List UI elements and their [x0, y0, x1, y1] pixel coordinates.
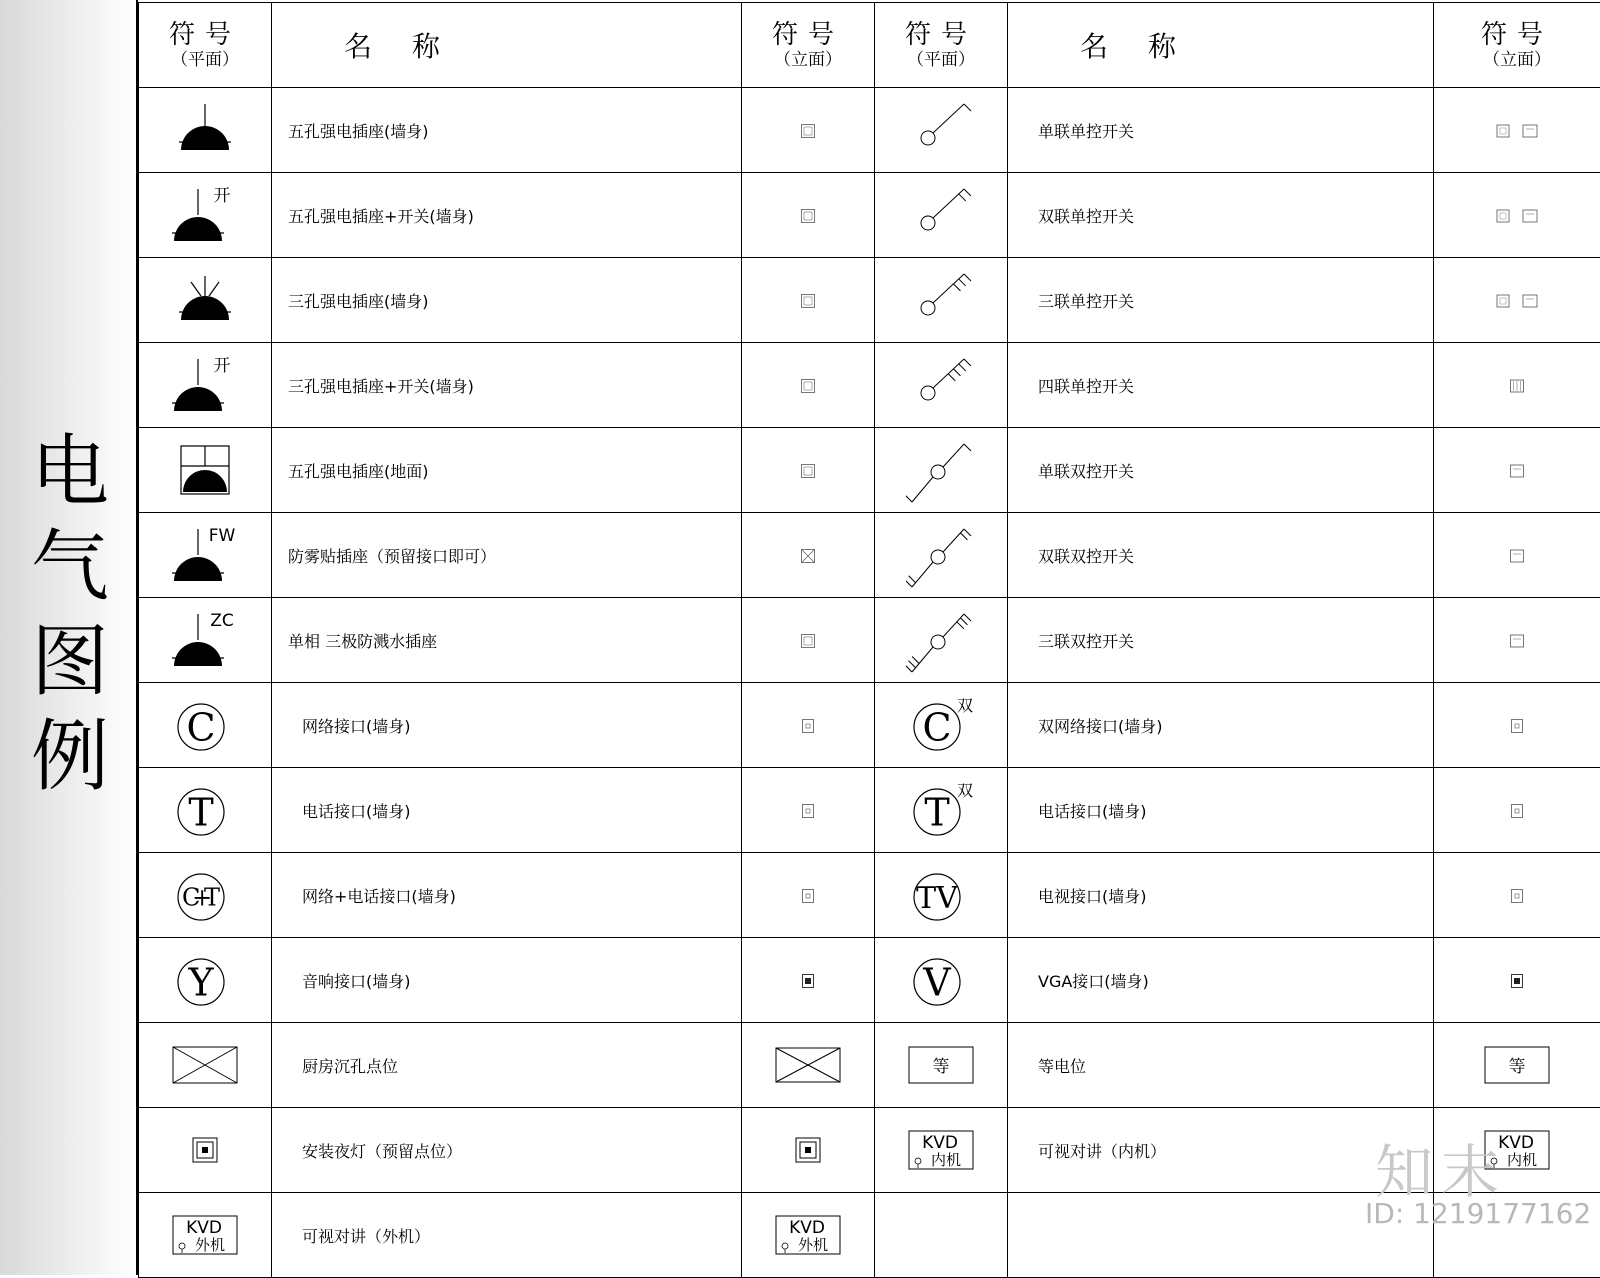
switch-single-icon — [906, 92, 976, 168]
svg-text:C: C — [922, 706, 951, 750]
item-name: 单联双控开关 — [1008, 428, 1434, 513]
port-elevation-icon — [1510, 718, 1524, 734]
plan-symbol — [875, 683, 1008, 768]
plan-tag: 开 — [214, 356, 231, 376]
crossed-box-small-icon — [800, 548, 816, 564]
svg-text:KVD: KVD — [186, 1218, 222, 1238]
legend-row — [139, 598, 1600, 683]
socket-elevation-icon — [800, 293, 816, 309]
item-name: 三联双控开关 — [1008, 598, 1434, 683]
circle-letter-icon — [169, 865, 241, 925]
legend-row — [139, 683, 1600, 768]
socket-tagged-icon — [170, 610, 240, 670]
svg-text:双: 双 — [957, 781, 973, 800]
header-plan-symbol: 符号 （平面） — [875, 3, 1008, 88]
item-name: 可视对讲（外机） — [272, 1193, 742, 1278]
item-name: 电话接口(墙身) — [272, 768, 742, 853]
legend-row — [139, 853, 1600, 938]
plan-symbol — [875, 258, 1008, 343]
text-box-icon — [906, 1044, 976, 1086]
socket-rays-icon — [177, 272, 233, 328]
elevation-symbol — [742, 1193, 875, 1278]
svg-text:内机: 内机 — [1507, 1151, 1537, 1169]
plan-symbol — [139, 428, 272, 513]
plan-symbol — [875, 88, 1008, 173]
legend-row — [139, 938, 1600, 1023]
kvd-box-icon — [170, 1213, 240, 1257]
speaker-port-icon — [1510, 973, 1524, 989]
plan-symbol — [139, 1023, 272, 1108]
socket-vertical-line-icon — [177, 102, 233, 158]
plan-symbol — [875, 428, 1008, 513]
elevation-symbol — [1434, 938, 1600, 1023]
switch-double-icon — [906, 602, 976, 678]
elevation-symbol — [1434, 428, 1600, 513]
elevation-symbol — [1434, 683, 1600, 768]
circle-letter-icon — [905, 865, 977, 925]
port-elevation-icon — [801, 803, 815, 819]
elevation-symbol — [1434, 343, 1600, 428]
port-elevation-icon — [1510, 888, 1524, 904]
legend-row — [139, 88, 1600, 173]
plan-symbol — [875, 343, 1008, 428]
title-char: 气 — [30, 520, 110, 615]
socket-elevation-icon — [800, 123, 816, 139]
kvd-box-icon — [773, 1213, 843, 1257]
elevation-symbol — [742, 938, 875, 1023]
legend-row — [139, 258, 1600, 343]
item-name: 电视接口(墙身) — [1008, 853, 1434, 938]
socket-elevation-icon — [800, 633, 816, 649]
title-char: 例 — [30, 710, 110, 805]
elevation-symbol — [742, 598, 875, 683]
circle-letter-icon — [905, 950, 977, 1010]
switch-elevation-icon — [1509, 633, 1525, 649]
circle-letter-icon — [905, 695, 977, 755]
plan-symbol — [139, 173, 272, 258]
plan-symbol — [139, 768, 272, 853]
elevation-symbol — [742, 343, 875, 428]
elevation-symbol — [742, 88, 875, 173]
text-box-icon — [1482, 1044, 1552, 1086]
switch-panel-4-icon — [1509, 378, 1525, 394]
header-name: 名称 — [272, 3, 742, 88]
legend-row — [139, 343, 1600, 428]
switch-single-icon — [906, 262, 976, 338]
socket-with-switch-icon — [170, 185, 240, 245]
plan-symbol — [139, 258, 272, 343]
plan-symbol — [139, 88, 272, 173]
switch-elevation-icon — [1509, 463, 1525, 479]
socket-tagged-icon — [170, 525, 240, 585]
elevation-symbol — [1434, 1023, 1600, 1108]
item-name: 网络+电话接口(墙身) — [272, 853, 742, 938]
legend-row — [139, 513, 1600, 598]
socket-with-switch-icon — [170, 355, 240, 415]
elevation-symbol — [742, 768, 875, 853]
item-name: 厨房沉孔点位 — [272, 1023, 742, 1108]
elevation-symbol — [1434, 258, 1600, 343]
item-name: 三孔强电插座(墙身) — [272, 258, 742, 343]
elevation-symbol — [1434, 598, 1600, 683]
svg-text:T: T — [924, 791, 949, 835]
item-name: 防雾贴插座（预留接口即可） — [272, 513, 742, 598]
watermark-id: ID: 1219177162 — [1365, 1197, 1591, 1230]
plan-symbol — [875, 173, 1008, 258]
switch-double-icon — [906, 517, 976, 593]
plan-symbol — [875, 938, 1008, 1023]
header-elev-symbol: 符号 （立面） — [742, 3, 875, 88]
plan-symbol — [875, 1023, 1008, 1108]
item-name: 网络接口(墙身) — [272, 683, 742, 768]
speaker-port-icon — [801, 973, 815, 989]
circle-letter-icon — [169, 695, 241, 755]
elevation-symbol — [1434, 768, 1600, 853]
plan-tag: FW — [209, 526, 236, 546]
port-elevation-icon — [801, 718, 815, 734]
item-name: 三联单控开关 — [1008, 258, 1434, 343]
item-name: 电话接口(墙身) — [1008, 768, 1434, 853]
plan-symbol — [875, 1193, 1008, 1278]
plan-symbol — [875, 513, 1008, 598]
plan-tag: 开 — [214, 186, 231, 206]
plan-symbol — [139, 598, 272, 683]
svg-text:等: 等 — [1509, 1057, 1526, 1077]
svg-text:外机: 外机 — [195, 1236, 225, 1254]
switch-panels-icon — [1495, 123, 1539, 139]
crossed-rect-icon — [170, 1043, 240, 1087]
item-name: VGA接口(墙身) — [1008, 938, 1434, 1023]
header-row — [139, 3, 1600, 88]
title-char: 图 — [30, 615, 110, 710]
plan-symbol — [139, 343, 272, 428]
item-name: 三孔强电插座+开关(墙身) — [272, 343, 742, 428]
item-name: 五孔强电插座(地面) — [272, 428, 742, 513]
item-name: 双联双控开关 — [1008, 513, 1434, 598]
plan-symbol — [139, 683, 272, 768]
switch-panels-icon — [1495, 293, 1539, 309]
switch-elevation-icon — [1509, 548, 1525, 564]
item-name: 四联单控开关 — [1008, 343, 1434, 428]
item-name: 安装夜灯（预留点位） — [272, 1108, 742, 1193]
header-name: 名称 — [1008, 3, 1434, 88]
elevation-symbol — [1434, 88, 1600, 173]
svg-text:C+T: C+T — [182, 884, 220, 912]
svg-text:C: C — [186, 706, 215, 750]
elevation-symbol — [742, 258, 875, 343]
title-char: 电 — [30, 425, 110, 520]
floor-socket-icon — [177, 442, 233, 498]
svg-text:内机: 内机 — [931, 1151, 961, 1169]
svg-text:T: T — [188, 791, 213, 835]
item-name: 五孔强电插座(墙身) — [272, 88, 742, 173]
plan-symbol — [139, 938, 272, 1023]
svg-text:KVD: KVD — [789, 1218, 825, 1238]
switch-single-icon — [906, 347, 976, 423]
socket-elevation-icon — [800, 208, 816, 224]
svg-text:V: V — [922, 961, 951, 1005]
watermark-brand: 知末 — [1375, 1125, 1507, 1209]
kvd-box-icon — [906, 1128, 976, 1172]
plan-symbol — [139, 853, 272, 938]
svg-text:等: 等 — [933, 1057, 950, 1077]
item-name: 双联单控开关 — [1008, 173, 1434, 258]
legend-table — [138, 2, 1600, 1272]
switch-panels-icon — [1495, 208, 1539, 224]
header-plan-symbol: 符号 （平面） — [139, 3, 272, 88]
header-elev-symbol: 符号 （立面） — [1434, 3, 1600, 88]
elevation-symbol — [742, 1023, 875, 1108]
night-light-icon — [793, 1135, 823, 1165]
elevation-symbol — [742, 853, 875, 938]
item-name: 单相 三极防溅水插座 — [272, 598, 742, 683]
plan-symbol — [875, 1108, 1008, 1193]
port-elevation-icon — [801, 888, 815, 904]
circle-letter-icon — [905, 780, 977, 840]
plan-symbol — [875, 598, 1008, 683]
switch-single-icon — [906, 177, 976, 253]
item-name: 五孔强电插座+开关(墙身) — [272, 173, 742, 258]
svg-text:KVD: KVD — [1498, 1133, 1534, 1153]
socket-elevation-icon — [800, 463, 816, 479]
sidebar-title — [30, 425, 110, 805]
plan-symbol — [875, 853, 1008, 938]
plan-symbol — [139, 513, 272, 598]
plan-tag: ZC — [210, 611, 234, 631]
legend-row — [139, 173, 1600, 258]
socket-elevation-icon — [800, 378, 816, 394]
elevation-symbol — [1434, 173, 1600, 258]
legend-row — [139, 1023, 1600, 1108]
plan-symbol — [139, 1108, 272, 1193]
item-name: 单联单控开关 — [1008, 88, 1434, 173]
circle-letter-icon — [169, 950, 241, 1010]
plan-symbol — [139, 1193, 272, 1278]
svg-text:外机: 外机 — [798, 1236, 828, 1254]
svg-text:KVD: KVD — [922, 1133, 958, 1153]
switch-double-icon — [906, 432, 976, 508]
elevation-symbol — [1434, 513, 1600, 598]
legend-row — [139, 428, 1600, 513]
plan-symbol — [875, 768, 1008, 853]
legend-row — [139, 768, 1600, 853]
svg-text:双: 双 — [957, 696, 973, 715]
svg-text:TV: TV — [916, 881, 959, 916]
elevation-symbol — [742, 173, 875, 258]
item-name: 可视对讲（内机） — [1008, 1108, 1434, 1193]
night-light-icon — [190, 1135, 220, 1165]
elevation-symbol — [742, 513, 875, 598]
item-name: 双网络接口(墙身) — [1008, 683, 1434, 768]
crossed-rect-icon — [773, 1045, 843, 1085]
sidebar — [0, 0, 138, 1275]
item-name: 音响接口(墙身) — [272, 938, 742, 1023]
item-name: 等电位 — [1008, 1023, 1434, 1108]
port-elevation-icon — [1510, 803, 1524, 819]
elevation-symbol — [742, 683, 875, 768]
svg-text:Y: Y — [187, 961, 214, 1005]
elevation-symbol — [742, 428, 875, 513]
circle-letter-icon — [169, 780, 241, 840]
elevation-symbol — [1434, 853, 1600, 938]
elevation-symbol — [742, 1108, 875, 1193]
